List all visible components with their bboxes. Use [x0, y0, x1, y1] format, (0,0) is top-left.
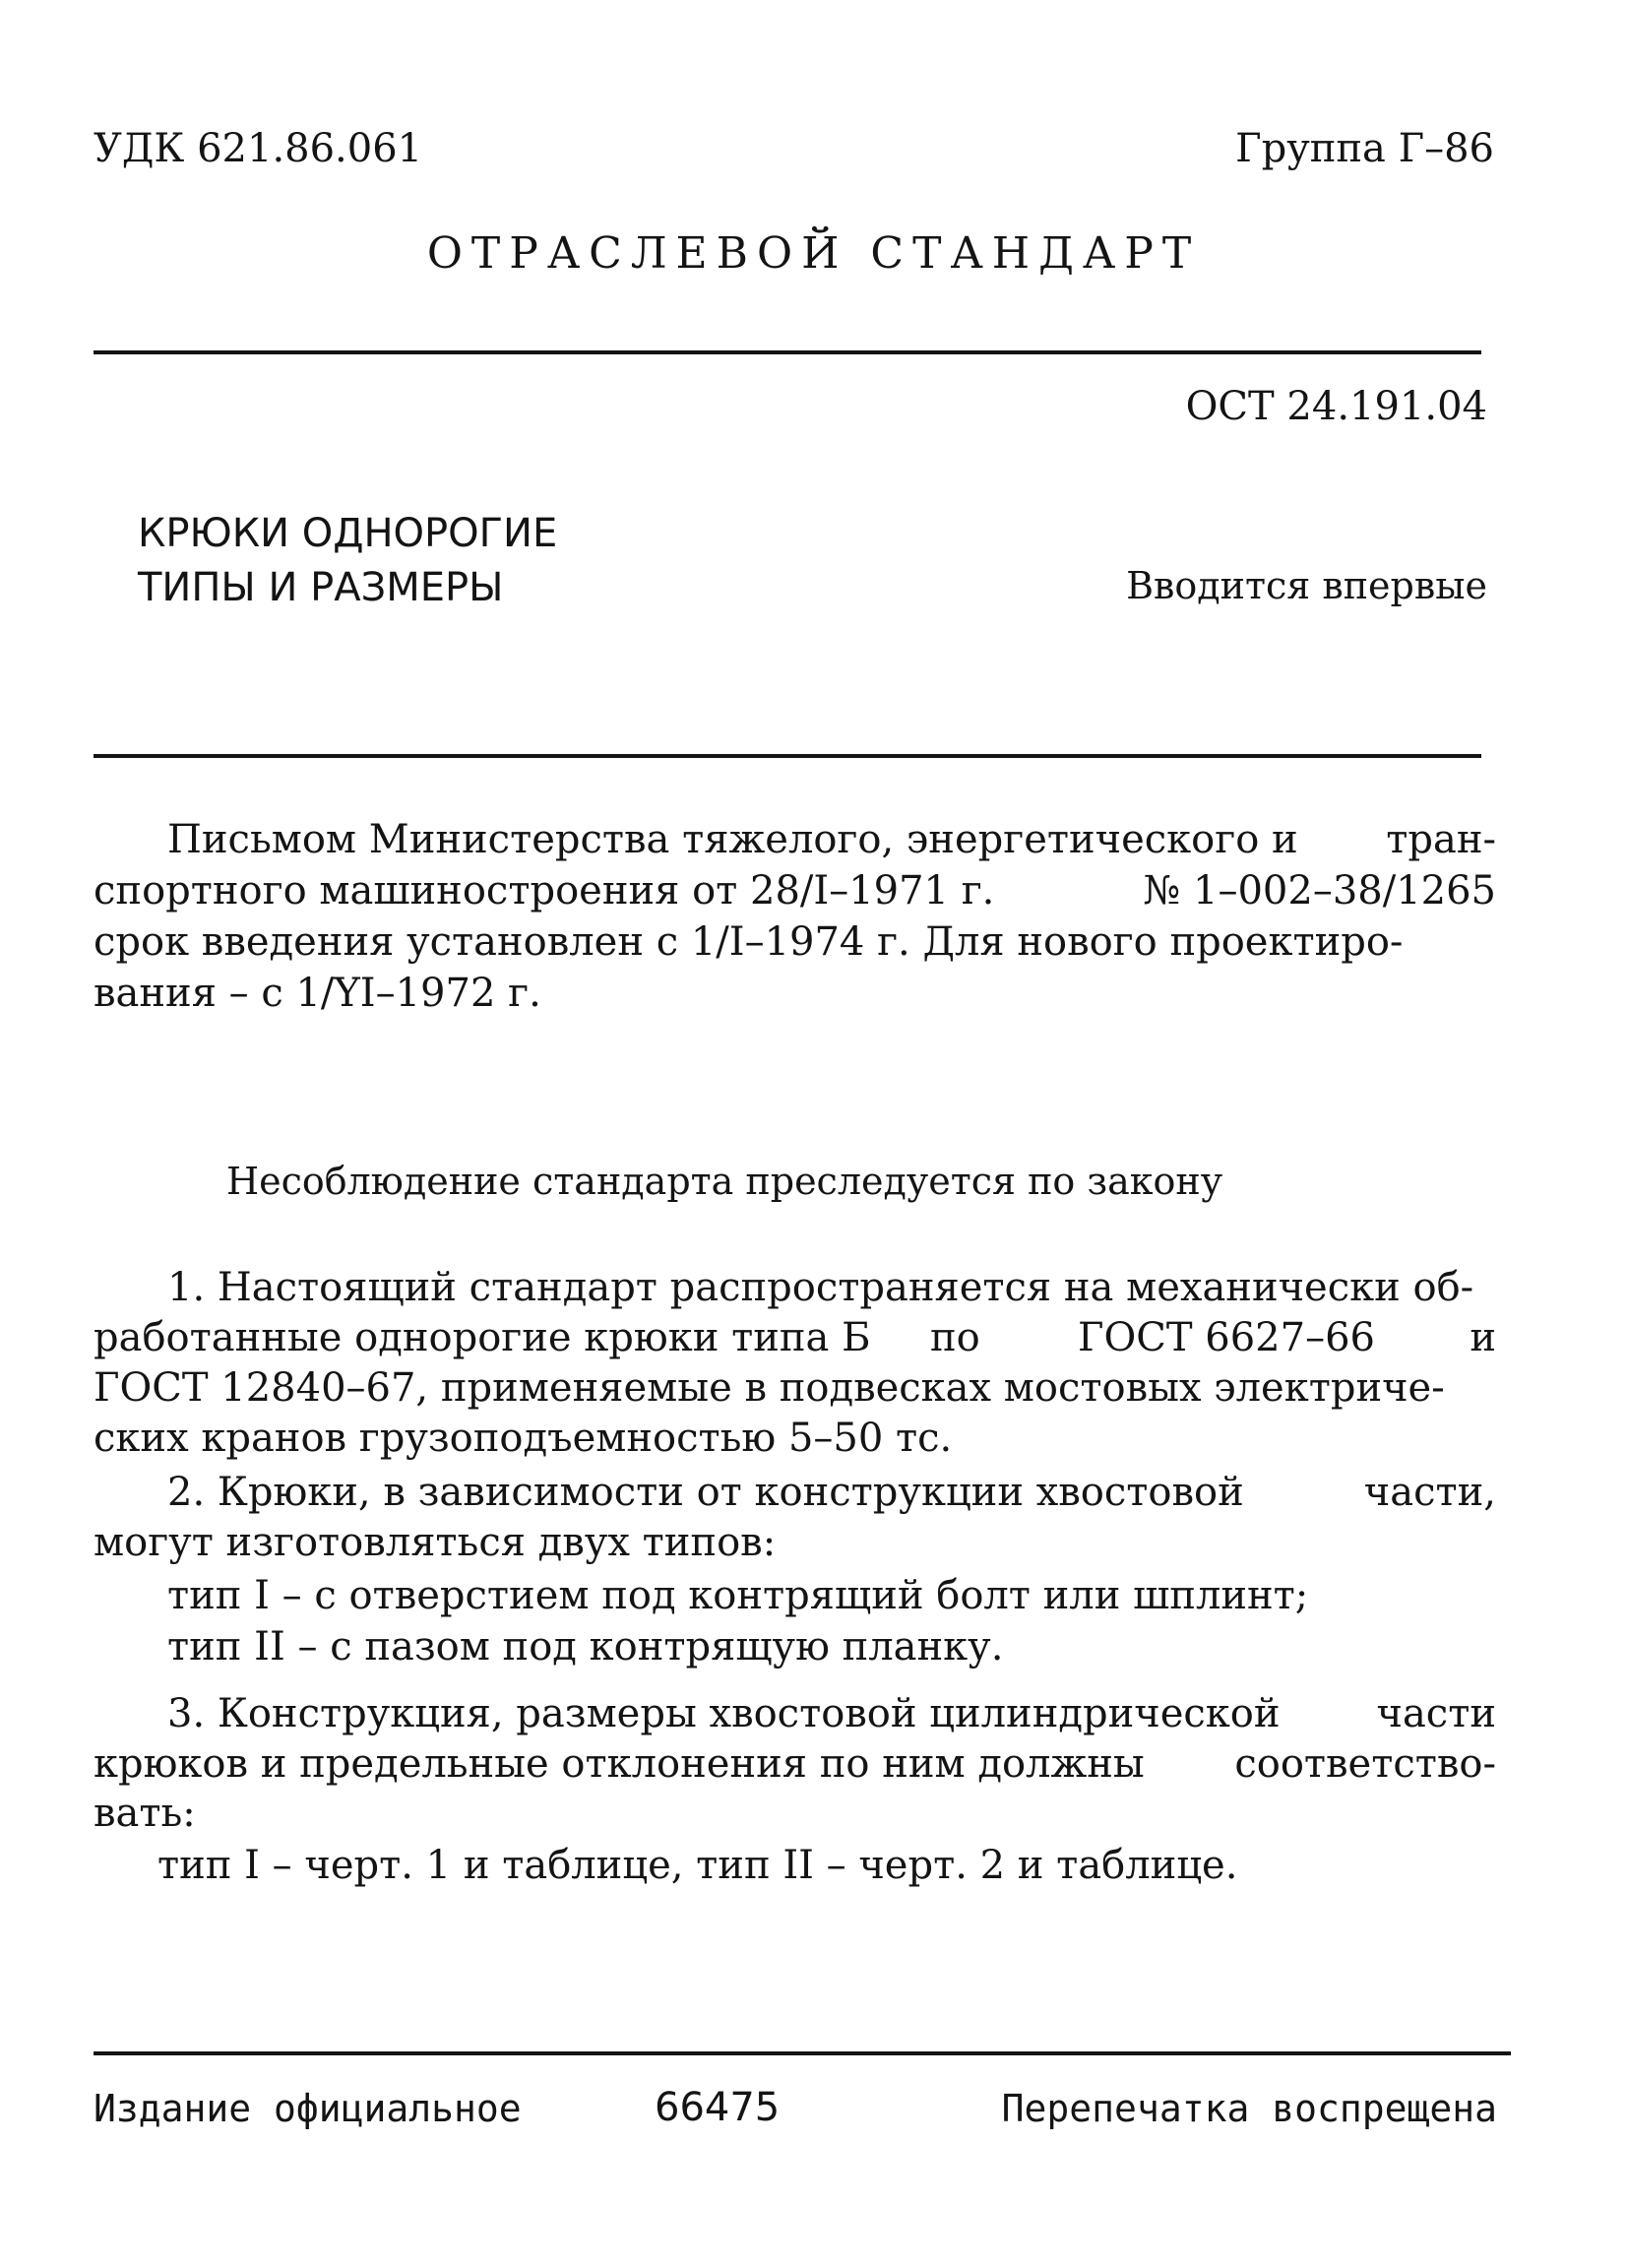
- clause-2-line-1a: 2. Крюки, в зависимости от конструкции хвостовой: [167, 1470, 1244, 1515]
- intro-line-2: [94, 866, 1496, 915]
- top-rule: [94, 350, 1481, 354]
- footer-edition: Издание официальное: [94, 2087, 522, 2130]
- clause-3-line-1a: 3. Конструкция, размеры хвостовой цилиндрической: [167, 1691, 1281, 1736]
- clause-2-type-2: тип II – с пазом под контрящую планку.: [167, 1624, 1004, 1670]
- intro-line-1: [167, 815, 1496, 864]
- footer-reprint: Перепечатка воспрещена: [1001, 2087, 1497, 2130]
- clause-1-line-1: 1. Настоящий стандарт распространяется на механически об-: [167, 1265, 1474, 1310]
- intro-line-2a: спортного машиностроения от 28/I–1971 г.: [94, 868, 995, 914]
- status-text: Вводится впервые: [1126, 564, 1487, 607]
- intro-line-4: вания – с 1/YI–1972 г.: [94, 971, 541, 1016]
- clause-3-line-2b: соответство-: [1234, 1741, 1496, 1787]
- group-code: Группа Г–86: [1235, 126, 1494, 171]
- clause-3-line-2: [94, 1739, 1496, 1789]
- clause-1-line-2a: работанные однорогие крюки типа Б: [94, 1315, 871, 1360]
- clause-2-line-1: [167, 1468, 1496, 1517]
- clause-3-line-2a: крюков и предельные отклонения по ним должны: [94, 1741, 1145, 1787]
- clause-1-line-4: ских кранов грузоподъемностью 5–50 тс.: [94, 1416, 953, 1461]
- clause-1-line-2d: и: [1470, 1315, 1496, 1360]
- clause-3-line-3: вать:: [94, 1791, 196, 1836]
- title-line-2: ТИПЫ И РАЗМЕРЫ: [138, 565, 504, 610]
- clause-1-line-2c: ГОСТ 6627–66: [1078, 1315, 1375, 1360]
- udk-code: УДК 621.86.061: [94, 126, 423, 171]
- clause-2-type-1: тип I – с отверстием под контрящий болт или шплинт;: [167, 1573, 1309, 1618]
- document-title: [138, 507, 557, 615]
- clause-3-line-4: тип I – черт. 1 и таблице, тип II – черт. 2 и таблице.: [157, 1843, 1238, 1888]
- footer-number: 66475: [655, 2085, 781, 2130]
- standard-number: ОСТ 24.191.04: [1185, 384, 1487, 429]
- clause-1-line-2b: по: [930, 1315, 980, 1360]
- clause-1-line-3: ГОСТ 12840–67, применяемые в подвесках мостовых электриче-: [94, 1365, 1445, 1411]
- clause-3-line-1b: части: [1376, 1691, 1496, 1736]
- clause-2-line-2: могут изготовляться двух типов:: [94, 1520, 777, 1565]
- clause-3-line-1: [167, 1689, 1496, 1738]
- intro-line-2b: № 1–002–38/1265: [1143, 868, 1496, 914]
- intro-line-3: срок введения установлен с 1/I–1974 г. Для нового проектиро-: [94, 919, 1404, 965]
- intro-line-1a: Письмом Министерства тяжелого, энергетического и: [167, 817, 1298, 862]
- standard-kind: ОТРАСЛЕВОЙ СТАНДАРТ: [426, 228, 1201, 279]
- footer-rule: [94, 2051, 1511, 2055]
- title-rule: [94, 754, 1481, 758]
- legal-notice: Несоблюдение стандарта преследуется по закону: [226, 1160, 1223, 1203]
- intro-line-1b: тран-: [1386, 817, 1496, 862]
- title-line-1: КРЮКИ ОДНОРОГИЕ: [138, 511, 558, 556]
- clause-2-line-1b: части,: [1363, 1470, 1496, 1515]
